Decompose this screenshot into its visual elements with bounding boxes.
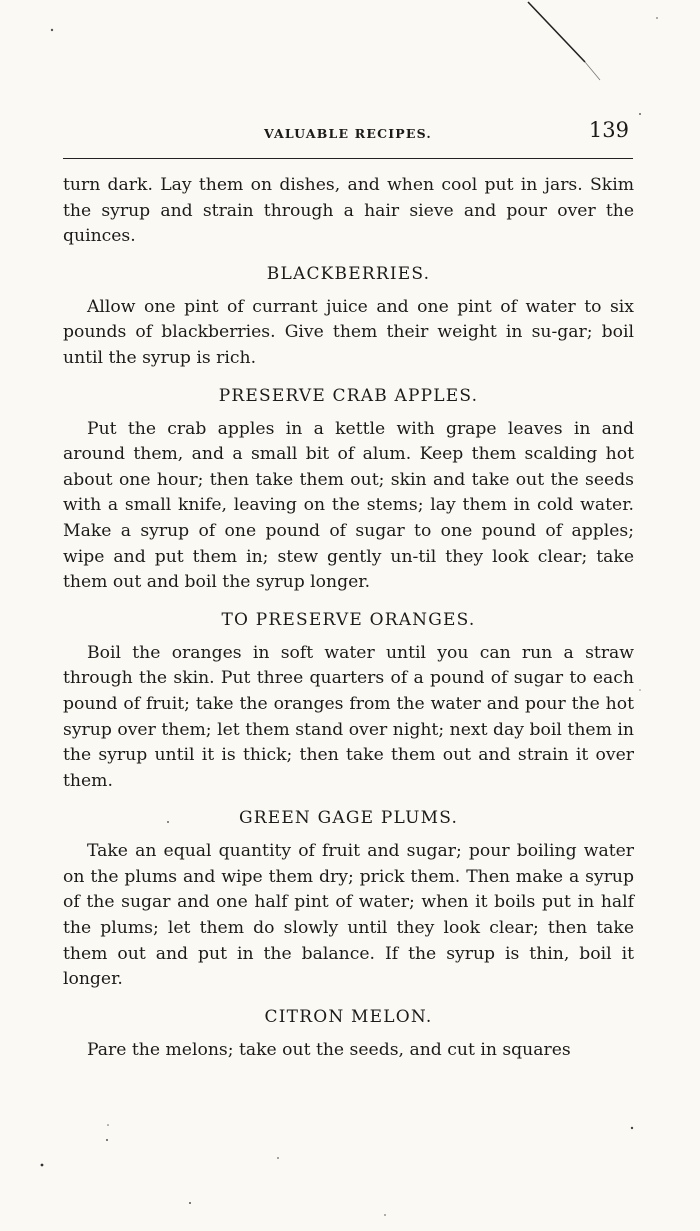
recipe-text-green-gage-plums: Take an equal quantity of fruit and sugar; pour boiling water on the plums and wipe them dry; prick them. Then make a syrup of the sugar and one half pint of water; when it boils put in half the plums; let them do slowly until they look clear; then take them out and put in the balance. If the syrup is thin, boil it longer. (63, 841, 634, 990)
page-header (63, 116, 633, 146)
recipe-title-crab-apples: PRESERVE CRAB APPLES. (218, 385, 479, 406)
continuation-paragraph: turn dark. Lay them on dishes, and when cool put in jars. Skim the syrup and strain through a hair sieve and pour over the quinces. (63, 175, 634, 247)
recipe-text-oranges: Boil the oranges in soft water until you can run a straw through the skin. Put three quarters of a pound of sugar to each pound of fruit; take the oranges from the water and pour the hot syrup over them; let them stand over night; next day boil them in the syrup until it is thick; then take them out and strain it over them. (63, 642, 634, 791)
recipe-title-oranges: TO PRESERVE ORANGES. (221, 609, 476, 630)
recipe-text-citron-melon: Pare the melons; take out the seeds, and cut in squares (87, 1039, 571, 1060)
recipe-text-crab-apples: Put the crab apples in a kettle with grape leaves in and around them, and a small bit of alum. Keep them scalding hot about one hour; then take them out; skin and take out the seeds with a small knife, leaving on the stems; lay them in cold water. Make a syrup of one pound of sugar to one pound of apples; wipe and put them in; stew gently un-til they look clear; take them out and boil the syrup longer. (63, 418, 634, 593)
recipe-title-blackberries: BLACKBERRIES. (266, 263, 431, 284)
page-body (63, 173, 634, 1063)
recipe-title-green-gage-plums: GREEN GAGE PLUMS. (238, 808, 459, 829)
page-number: 139 (588, 118, 629, 142)
recipe-text-blackberries: Allow one pint of currant juice and one pint of water to six pounds of blackberries. Give them their weight in su-gar; boil until the syrup is rich. (63, 296, 634, 368)
recipe-title-citron-melon: CITRON MELON. (264, 1006, 433, 1027)
header-rule (63, 158, 633, 159)
running-title: VALUABLE RECIPES. (264, 126, 432, 141)
